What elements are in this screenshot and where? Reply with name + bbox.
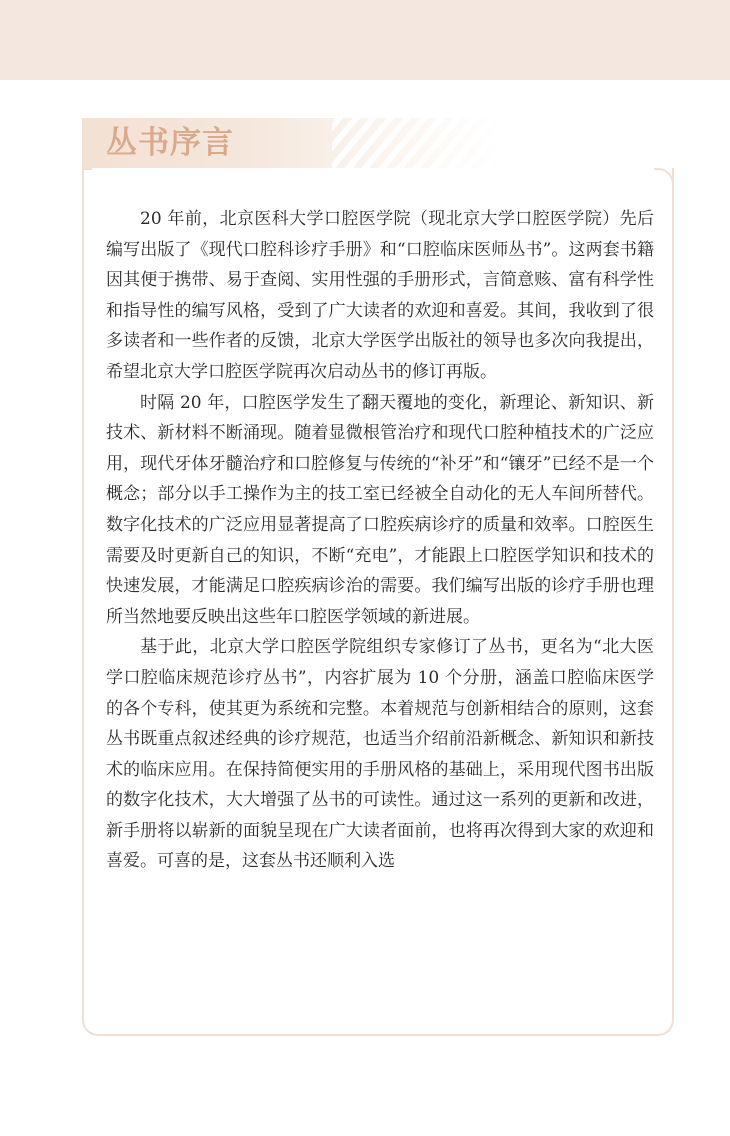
decorative-stripes (332, 118, 502, 168)
preface-content-box (82, 168, 674, 1036)
paragraph-3: 基于此，北京大学口腔医学院组织专家修订了丛书，更名为“北大医学口腔临床规范诊疗丛书”，内容扩展为 10 个分册，涵盖口腔临床医学的各个专科，使其更为系统和完整。本着规范与创新相结合的原则，这套丛书既重点叙述经典的诊疗规范，也适当介绍前沿新概念、新知识和新技术的临床应用。在保持简便实用的手册风格的基础上，采用现代图书出版的数字化技术，大大增强了丛书的可读性。通过这一系列的更新和改进，新手册将以崭新的面貌呈现在广大读者面前，也将再次得到大家的欢迎和喜爱。可喜的是，这套丛书还顺利入选 (106, 637, 654, 872)
paragraph-1: 20 年前，北京医科大学口腔医学院（现北京大学口腔医学院）先后编写出版了《现代口腔科诊疗手册》和“口腔临床医师丛书”。这两套书籍因其便于携带、易于查阅、实用性强的手册形式，言简意赅、富有科学性和指导性的编写风格，受到了广大读者的欢迎和喜爱。其间，我收到了很多读者和一些作者的反馈，北京大学医学出版社的领导也多次向我提出，希望北京大学口腔医学院再次启动丛书的修订再版。 (106, 209, 654, 382)
section-title: 丛书序言 (106, 125, 234, 161)
section-title-bar (82, 118, 502, 168)
preface-text (106, 204, 654, 877)
top-header-band (0, 0, 730, 80)
paragraph-2: 时隔 20 年，口腔医学发生了翻天覆地的变化，新理论、新知识、新技术、新材料不断涌现。随着显微根管治疗和现代口腔种植技术的广泛应用，现代牙体牙髓治疗和口腔修复与传统的“补牙”和“镶牙”已经不是一个概念；部分以手工操作为主的技工室已经被全自动化的无人车间所替代。数字化技术的广泛应用显著提高了口腔疾病诊疗的质量和效率。口腔医生需要及时更新自己的知识，不断“充电”，才能跟上口腔医学知识和技术的快速发展，才能满足口腔疾病诊治的需要。我们编写出版的诊疗手册也理所当然地要反映出这些年口腔医学领域的新进展。 (106, 392, 654, 627)
